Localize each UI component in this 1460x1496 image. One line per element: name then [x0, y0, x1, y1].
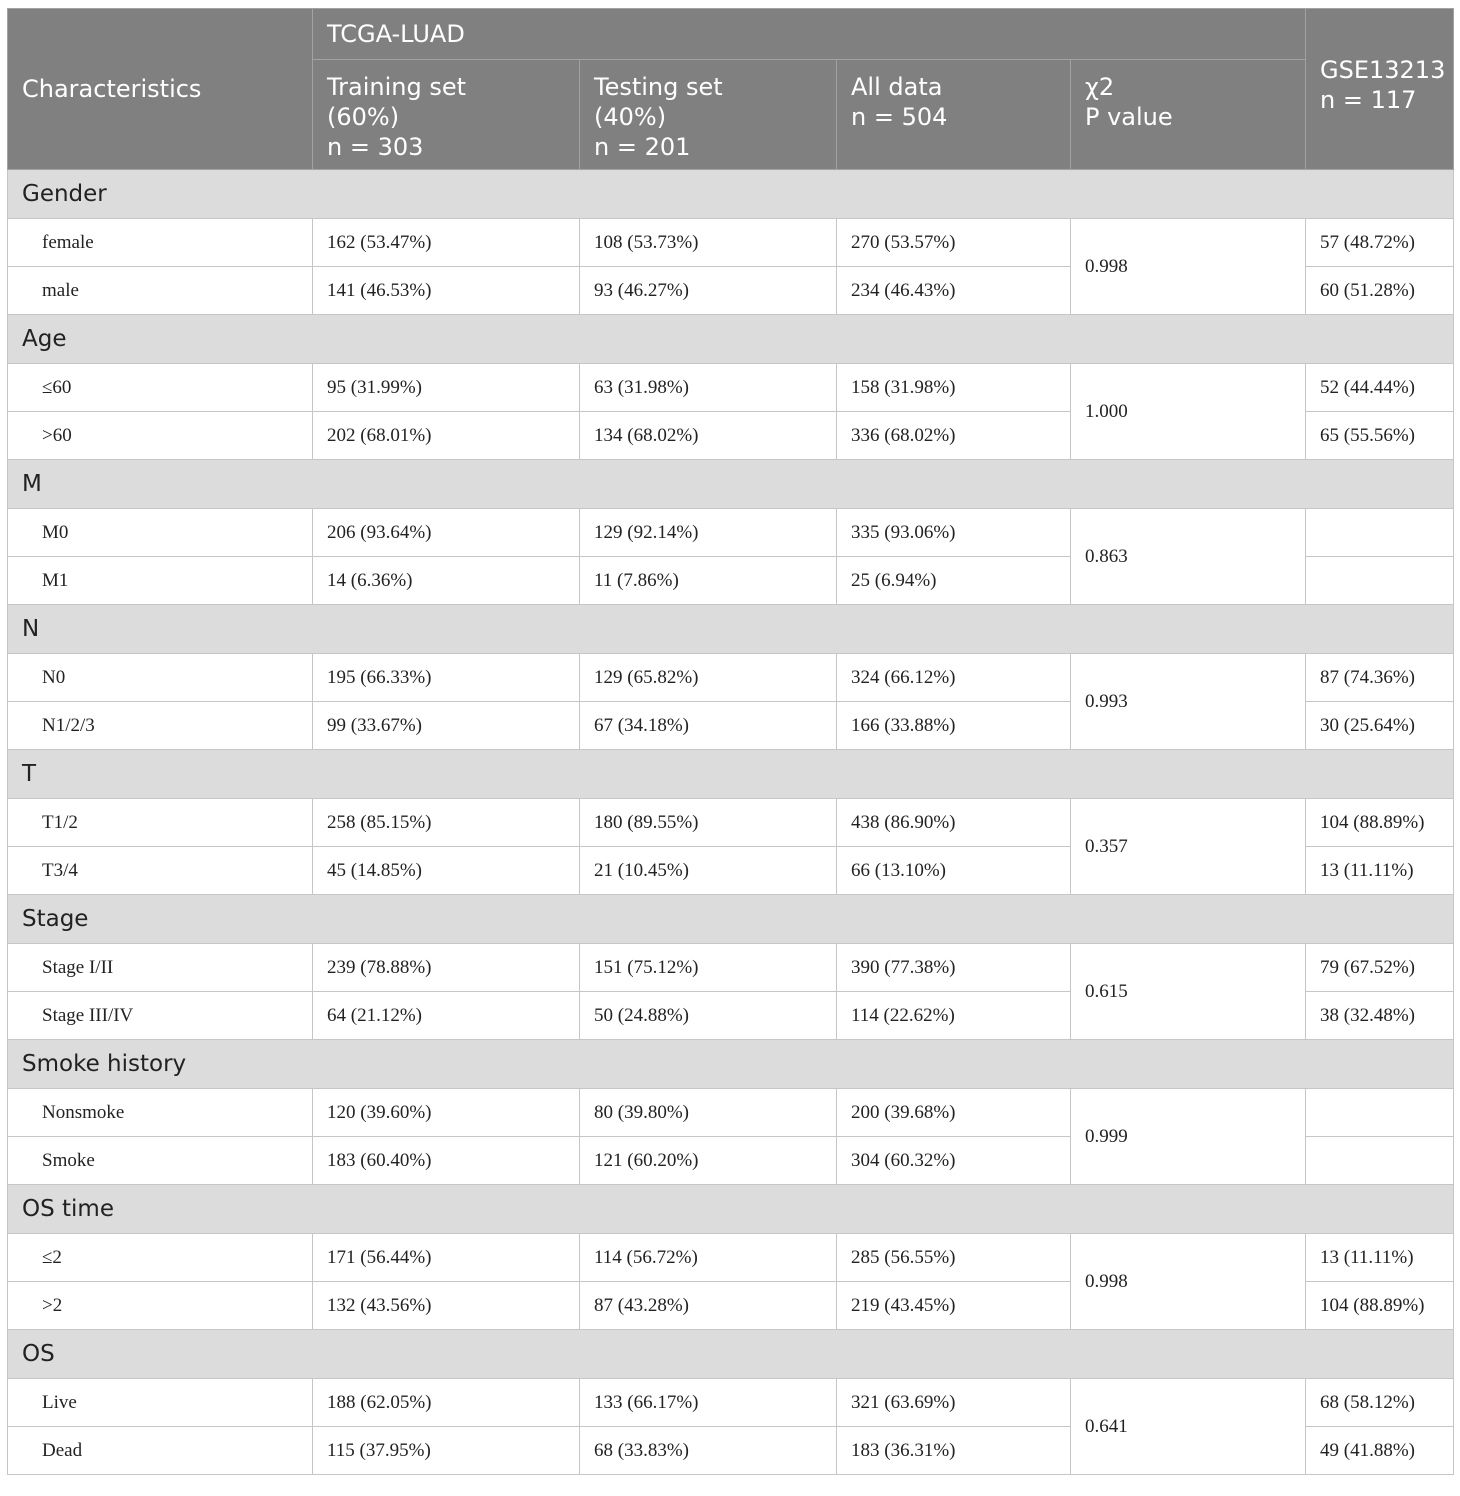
p-value: 0.999 — [1071, 1089, 1306, 1185]
testing-value: 21 (10.45%) — [580, 847, 837, 895]
gse13213-value: 87 (74.36%) — [1306, 654, 1454, 702]
p-value: 0.998 — [1071, 1234, 1306, 1330]
training-value: 195 (66.33%) — [313, 654, 580, 702]
gse13213-value: 68 (58.12%) — [1306, 1379, 1454, 1427]
all-data-value: 200 (39.68%) — [837, 1089, 1071, 1137]
row-label: Dead — [8, 1427, 313, 1475]
header-p-value: χ2 P value — [1071, 60, 1306, 170]
training-value: 45 (14.85%) — [313, 847, 580, 895]
row-label: Live — [8, 1379, 313, 1427]
testing-value: 63 (31.98%) — [580, 364, 837, 412]
gse13213-value — [1306, 1089, 1454, 1137]
testing-value: 121 (60.20%) — [580, 1137, 837, 1185]
table-row — [8, 1379, 1454, 1427]
training-value: 132 (43.56%) — [313, 1282, 580, 1330]
table-row — [8, 944, 1454, 992]
category-row — [8, 315, 1454, 364]
gse13213-value: 104 (88.89%) — [1306, 799, 1454, 847]
row-label: >2 — [8, 1282, 313, 1330]
testing-value: 11 (7.86%) — [580, 557, 837, 605]
testing-value: 87 (43.28%) — [580, 1282, 837, 1330]
testing-value: 50 (24.88%) — [580, 992, 837, 1040]
row-label: M1 — [8, 557, 313, 605]
category-row — [8, 750, 1454, 799]
p-value: 0.993 — [1071, 654, 1306, 750]
row-label: female — [8, 219, 313, 267]
category-label: OS time — [8, 1185, 1454, 1234]
training-value: 188 (62.05%) — [313, 1379, 580, 1427]
header-all-data: All data n = 504 — [837, 60, 1071, 170]
testing-value: 151 (75.12%) — [580, 944, 837, 992]
p-value: 0.357 — [1071, 799, 1306, 895]
row-label: Nonsmoke — [8, 1089, 313, 1137]
all-data-value: 234 (46.43%) — [837, 267, 1071, 315]
row-label: T1/2 — [8, 799, 313, 847]
p-value: 1.000 — [1071, 364, 1306, 460]
training-value: 64 (21.12%) — [313, 992, 580, 1040]
all-data-value: 390 (77.38%) — [837, 944, 1071, 992]
all-data-value: 285 (56.55%) — [837, 1234, 1071, 1282]
table-body — [8, 170, 1454, 1475]
row-label: male — [8, 267, 313, 315]
table-row — [8, 509, 1454, 557]
all-data-value: 324 (66.12%) — [837, 654, 1071, 702]
all-data-value: 270 (53.57%) — [837, 219, 1071, 267]
header-testing-set: Testing set (40%) n = 201 — [580, 60, 837, 170]
category-label: T — [8, 750, 1454, 799]
table-row — [8, 1089, 1454, 1137]
row-label: ≤2 — [8, 1234, 313, 1282]
gse13213-value: 65 (55.56%) — [1306, 412, 1454, 460]
gse13213-value: 52 (44.44%) — [1306, 364, 1454, 412]
testing-value: 129 (92.14%) — [580, 509, 837, 557]
gse13213-value: 13 (11.11%) — [1306, 847, 1454, 895]
category-label: Gender — [8, 170, 1454, 219]
testing-value: 133 (66.17%) — [580, 1379, 837, 1427]
category-row — [8, 1040, 1454, 1089]
category-label: M — [8, 460, 1454, 509]
gse13213-value: 30 (25.64%) — [1306, 702, 1454, 750]
row-label: M0 — [8, 509, 313, 557]
gse13213-value: 13 (11.11%) — [1306, 1234, 1454, 1282]
category-label: N — [8, 605, 1454, 654]
p-value: 0.863 — [1071, 509, 1306, 605]
all-data-value: 438 (86.90%) — [837, 799, 1071, 847]
all-data-value: 66 (13.10%) — [837, 847, 1071, 895]
gse13213-value: 104 (88.89%) — [1306, 1282, 1454, 1330]
all-data-value: 166 (33.88%) — [837, 702, 1071, 750]
table-row — [8, 364, 1454, 412]
gse13213-value — [1306, 557, 1454, 605]
testing-value: 114 (56.72%) — [580, 1234, 837, 1282]
training-value: 202 (68.01%) — [313, 412, 580, 460]
all-data-value: 321 (63.69%) — [837, 1379, 1071, 1427]
category-label: Smoke history — [8, 1040, 1454, 1089]
category-row — [8, 605, 1454, 654]
category-label: Stage — [8, 895, 1454, 944]
training-value: 162 (53.47%) — [313, 219, 580, 267]
all-data-value: 336 (68.02%) — [837, 412, 1071, 460]
row-label: ≤60 — [8, 364, 313, 412]
all-data-value: 219 (43.45%) — [837, 1282, 1071, 1330]
testing-value: 67 (34.18%) — [580, 702, 837, 750]
row-label: Stage I/II — [8, 944, 313, 992]
table-row — [8, 1234, 1454, 1282]
table-row — [8, 219, 1454, 267]
gse13213-value: 49 (41.88%) — [1306, 1427, 1454, 1475]
gse13213-value: 57 (48.72%) — [1306, 219, 1454, 267]
gse13213-value — [1306, 1137, 1454, 1185]
table-row — [8, 654, 1454, 702]
category-row — [8, 1185, 1454, 1234]
gse13213-value: 79 (67.52%) — [1306, 944, 1454, 992]
training-value: 115 (37.95%) — [313, 1427, 580, 1475]
training-value: 206 (93.64%) — [313, 509, 580, 557]
testing-value: 108 (53.73%) — [580, 219, 837, 267]
row-label: >60 — [8, 412, 313, 460]
testing-value: 180 (89.55%) — [580, 799, 837, 847]
characteristics-table — [7, 8, 1454, 1475]
all-data-value: 158 (31.98%) — [837, 364, 1071, 412]
all-data-value: 183 (36.31%) — [837, 1427, 1071, 1475]
header-gse13213: GSE13213 n = 117 — [1306, 9, 1454, 170]
testing-value: 134 (68.02%) — [580, 412, 837, 460]
p-value: 0.615 — [1071, 944, 1306, 1040]
training-value: 95 (31.99%) — [313, 364, 580, 412]
p-value: 0.641 — [1071, 1379, 1306, 1475]
row-label: N1/2/3 — [8, 702, 313, 750]
category-row — [8, 460, 1454, 509]
table-header — [8, 9, 1454, 170]
training-value: 120 (39.60%) — [313, 1089, 580, 1137]
row-label: T3/4 — [8, 847, 313, 895]
all-data-value: 304 (60.32%) — [837, 1137, 1071, 1185]
training-value: 141 (46.53%) — [313, 267, 580, 315]
header-characteristics: Characteristics — [8, 9, 313, 170]
row-label: Stage III/IV — [8, 992, 313, 1040]
category-row — [8, 1330, 1454, 1379]
gse13213-value: 60 (51.28%) — [1306, 267, 1454, 315]
category-label: Age — [8, 315, 1454, 364]
training-value: 14 (6.36%) — [313, 557, 580, 605]
row-label: Smoke — [8, 1137, 313, 1185]
category-row — [8, 170, 1454, 219]
training-value: 239 (78.88%) — [313, 944, 580, 992]
training-value: 183 (60.40%) — [313, 1137, 580, 1185]
all-data-value: 25 (6.94%) — [837, 557, 1071, 605]
testing-value: 68 (33.83%) — [580, 1427, 837, 1475]
testing-value: 129 (65.82%) — [580, 654, 837, 702]
p-value: 0.998 — [1071, 219, 1306, 315]
header-training-set: Training set (60%) n = 303 — [313, 60, 580, 170]
all-data-value: 335 (93.06%) — [837, 509, 1071, 557]
row-label: N0 — [8, 654, 313, 702]
category-row — [8, 895, 1454, 944]
gse13213-value — [1306, 509, 1454, 557]
testing-value: 80 (39.80%) — [580, 1089, 837, 1137]
training-value: 258 (85.15%) — [313, 799, 580, 847]
table-row — [8, 799, 1454, 847]
testing-value: 93 (46.27%) — [580, 267, 837, 315]
all-data-value: 114 (22.62%) — [837, 992, 1071, 1040]
gse13213-value: 38 (32.48%) — [1306, 992, 1454, 1040]
category-label: OS — [8, 1330, 1454, 1379]
header-tcga-luad: TCGA-LUAD — [313, 9, 1306, 60]
training-value: 99 (33.67%) — [313, 702, 580, 750]
training-value: 171 (56.44%) — [313, 1234, 580, 1282]
